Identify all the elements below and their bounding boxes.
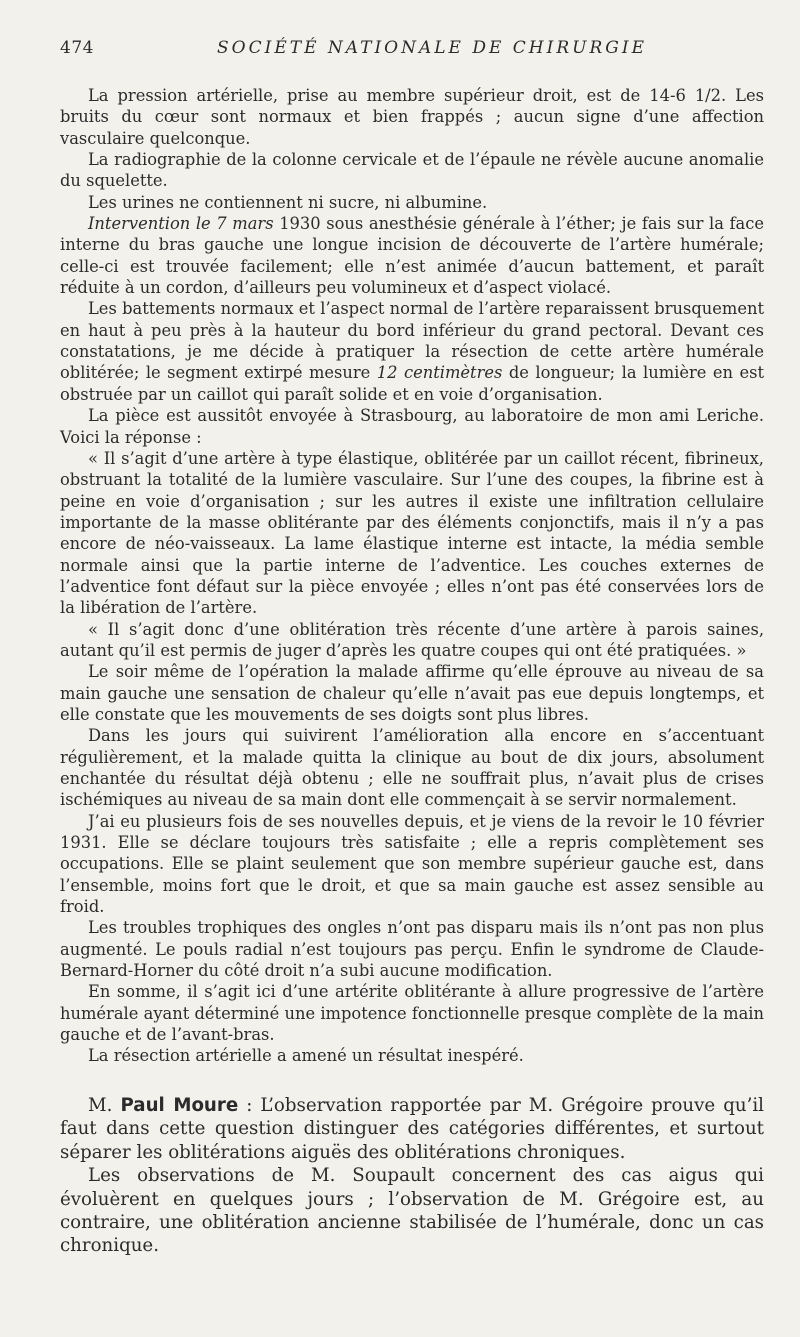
paragraph-follow-up: J’ai eu plusieurs fois de ses nouvelles depuis, et je viens de la revoir le 10 février 1931. Elle se déclare toujours très satisfaite ; elle a repris complètement ses occupations. Elle se plaint seulement que son membre supérieur gauche est, dans l’ensemble, moins fort que le droit, et que sa main gauche est assez sensible au froid. (60, 811, 764, 917)
page-header (60, 38, 764, 62)
speaker-name: Paul Moure (120, 1095, 239, 1116)
paragraph-resection (60, 298, 764, 405)
paragraph-intervention (60, 213, 764, 298)
case-report-text (60, 85, 764, 1067)
paragraph-radiography: La radiographie de la colonne cervicale et de l’épaule ne révèle aucune anomalie du squelette. (60, 150, 764, 191)
discussion-paragraph-1 (60, 1094, 764, 1164)
discussion-section (60, 1094, 764, 1258)
running-head: SOCIÉTÉ NATIONALE DE CHIRURGIE (217, 38, 647, 58)
paragraph-urine: Les urines ne contiennent ni sucre, ni albumine. (88, 192, 488, 212)
intervention-date: Intervention le 7 mars (88, 214, 274, 234)
paragraph-blood-pressure: La pression artérielle, prise au membre supérieur droit, est de 14-6 1/2. Les bruits du cœur sont normaux et bien frappés ; aucun signe d’une affection vasculaire quelconque. (60, 86, 764, 148)
paragraph-summary: En somme, il s’agit ici d’une artérite oblitérante à allure progressive de l’artère humérale ayant déterminé une impotence fonctionnelle presque complète de la main gauche et de l’avant-bras. (60, 982, 764, 1045)
intervention-text: 1930 sous anesthésie générale à l’éther; je fais sur la face interne du bras gauche une longue incision de découverte de l’artère humérale; celle-ci est trouvée facilement; elle n’est animée d’aucun battement, et paraît réduite à un cordon, d’ailleurs peu volumineux et d’aspect violacé. (60, 214, 765, 298)
paragraph-laboratory: La pièce est aussitôt envoyée à Strasbourg, au laboratoire de mon ami Leriche. Voici la réponse : (60, 406, 764, 447)
paragraph-following-days: Dans les jours qui suivirent l’amélioration alla encore en s’accentuant régulièrement, et la malade quitta la clinique au bout de dix jours, absolument enchantée du résultat déjà obtenu ; elle ne souffrait plus, n’avait plus de crises ischémiques au niveau de sa main dont elle commençait à se servir normalement. (60, 726, 764, 810)
paragraph-lab-response: « Il s’agit d’une artère à type élastique, oblitérée par un caillot récent, fibrineux, obstruant la totalité de la lumière vasculaire. Sur l’une des coupes, la fibrine est à peine en voie d’organisation ; sur les autres il existe une infiltration cellulaire importante de la masse oblitérante par des éléments conjonctifs, mais il n’y a pas encore de néo-vaisseaux. La lame élastique interne est intacte, la média semble normale ainsi que la partie interne de l’adventice. Les couches externes de l’adventice font défaut sur la pièce envoyée ; elles n’ont pas été conservées lors de la libération de l’artère. (60, 448, 764, 618)
paragraph-lab-conclusion: « Il s’agit donc d’une oblitération très récente d’une artère à parois saines, autant qu’il est permis de juger d’après les quatre coupes qui ont été pratiquées. » (60, 619, 764, 660)
resection-length: 12 centimètres (376, 363, 503, 383)
page-number: 474 (60, 38, 94, 58)
resection-text-a: Les battements normaux et l’aspect normal de l’artère reparaissent brusquement en haut à peu près à la hauteur du bord inférieur du grand pectoral. Devant ces constatations, je me décide à pratiquer la résection de cette artère humérale oblitérée; le segment extirpé mesure (60, 299, 764, 383)
discussion-paragraph-2: Les observations de M. Soupault concernent des cas aigus qui évoluèrent en quelques jours ; l’observation de M. Grégoire est, au contraire, une oblitération ancienne stabilisée de l’humérale, donc un cas chronique. (60, 1165, 764, 1257)
title-prefix: M. (88, 1095, 121, 1116)
paragraph-trophic-troubles: Les troubles trophiques des ongles n’ont pas disparu mais ils n’ont pas non plus augmenté. Le pouls radial n’est toujours pas perçu. Enfin le syndrome de Claude-Bernard-Horner du côté droit n’a subi aucune modification. (60, 918, 764, 981)
resection-text-b: de longueur; la lumière en est obstruée par un caillot qui paraît solide et en voie d’organisation. (60, 363, 764, 404)
paragraph-evening: Le soir même de l’opération la malade affirme qu’elle éprouve au niveau de sa main gauche une sensation de chaleur qu’elle n’avait pas eue depuis longtemps, et elle constate que les mouvements de ses doigts sont plus libres. (60, 662, 764, 724)
paragraph-result: La résection artérielle a amené un résultat inespéré. (88, 1046, 524, 1066)
discussion-text-1: : L’observation rapportée par M. Grégoire prouve qu’il faut dans cette question distinguer des catégories différentes, et surtout séparer les oblitérations aiguës des oblitérations chroniques. (60, 1095, 765, 1163)
